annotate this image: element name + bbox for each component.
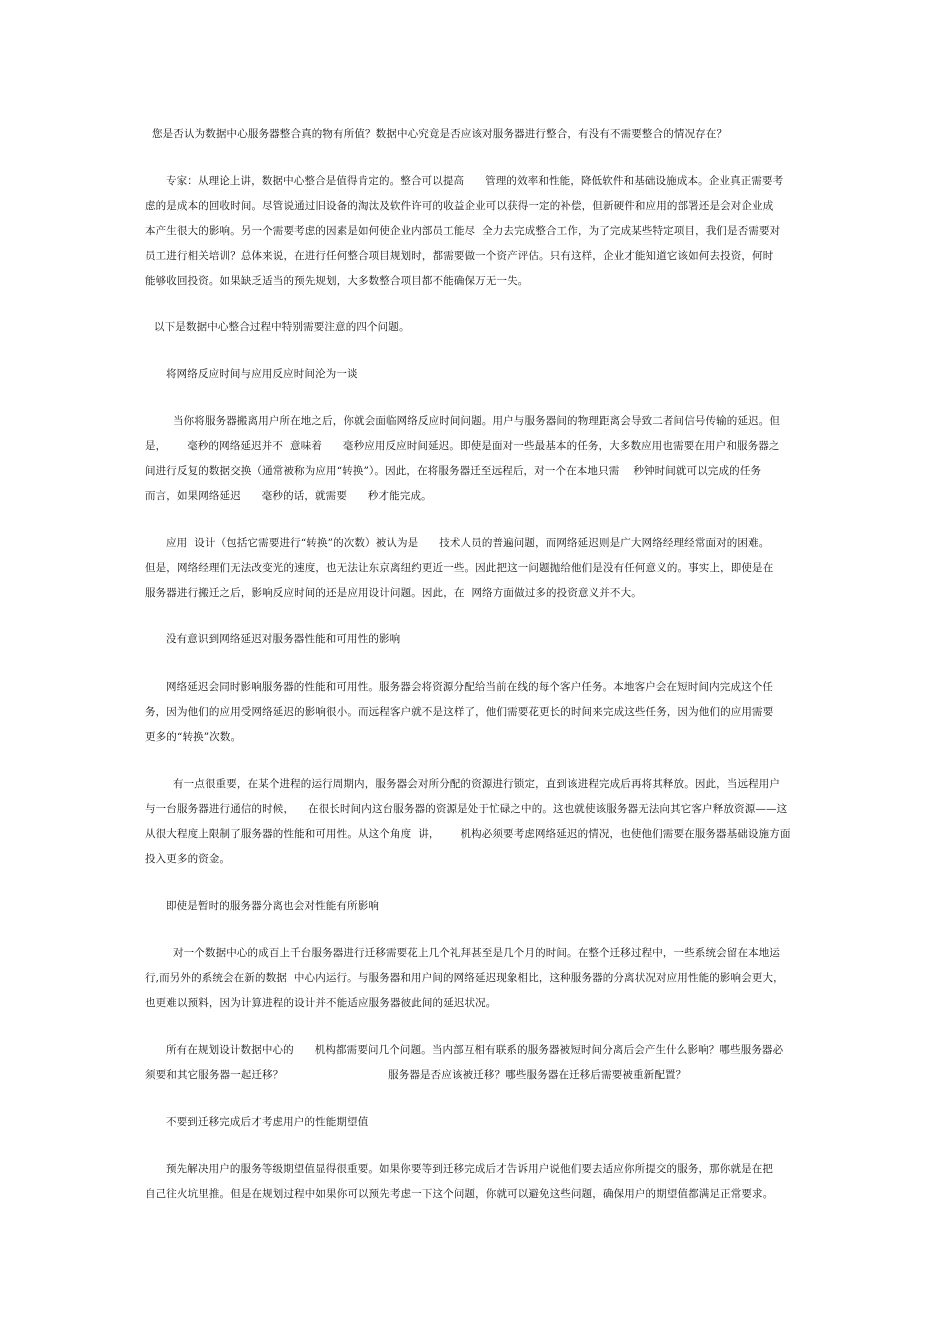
paragraph-2-line-1: 应用 设计（包括它需要进行“转换”的次数）被认为是 技术人员的普遍问题，而网络延迟则是广大网络经理经常面对的困难。 (166, 537, 770, 549)
paragraph-6-line-1: 所有在规划设计数据中心的 机构都需要问几个问题。当内部互相有联系的服务器被短时间分离后会产生什么影响？哪些服务器必 (166, 1044, 784, 1056)
expert-line-4: 员工进行相关培训？总体来说，在进行任何整合项目规划时，都需要做一个资产评估。只有这样，企业才能知道它该如何去投资，何时 (145, 250, 774, 262)
paragraph-7-line-2: 自己往火坑里推。但是在规划过程中如果你可以预先考虑一下这个问题，你就可以避免这些问题，确保用户的期望值都满足正常要求。 (145, 1188, 774, 1200)
paragraph-3-line-3: 更多的“转换”次数。 (145, 731, 242, 743)
intro-line: 以下是数据中心整合过程中特别需要注意的四个问题。 (154, 321, 410, 333)
paragraph-5-line-2: 行,而另外的系统会在新的数据 中心内运行。与服务器和用户间的网络延迟现象相比，这种服务器的分离状况对应用性能的影响会更大， (145, 972, 784, 984)
paragraph-3-line-2: 务，因为他们的应用受网络延迟的影响很小。而远程客户就不是这样了，他们需要花更长的时间来完成这些任务，因为他们的应用需要 (145, 706, 774, 718)
paragraph-5-line-1: 对一个数据中心的成百上千台服务器进行迁移需要花上几个礼拜甚至是几个月的时间。在整个迁移过程中，一些系统会留在本地运 (173, 947, 781, 959)
paragraph-4-line-1: 有一点很重要，在某个进程的运行周期内，服务器会对所分配的资源进行锁定，直到该进程完成后再将其释放。因此，当远程用户 (173, 778, 781, 790)
section-heading-4: 不要到迁移完成后才考虑用户的性能期望值 (166, 1116, 369, 1128)
expert-line-3: 本产生很大的影响。另一个需要考虑的因素是如何使企业内部员工能尽 全力去完成整合工作，为了完成某些特定项目，我们是否需要对 (145, 225, 781, 237)
paragraph-1-line-1: 当你将服务器搬离用户所在地之后，你就会面临网络反应时间问题。用户与服务器间的物理距离会导致二者间信号传输的延迟。但 (173, 415, 781, 427)
question-line: 您是否认为数据中心服务器整合真的物有所值？数据中心究竟是否应该对服务器进行整合，有没有不需要整合的情况存在？ (152, 128, 728, 140)
paragraph-1-line-4: 而言，如果网络延迟 毫秒的话，就需要 秒才能完成。 (145, 490, 432, 502)
paragraph-2-line-3: 服务器进行搬迁之后，影响反应时间的还是应用设计问题。因此，在 网络方面做过多的投资意义并不大。 (145, 587, 642, 599)
paragraph-4-line-4: 投入更多的资金。 (145, 853, 231, 865)
section-heading-3: 即使是暂时的服务器分离也会对性能有所影响 (166, 900, 379, 912)
paragraph-1-line-2: 是， 毫秒的网络延迟并不 意味着 毫秒应用反应时间延迟。即使是面对一些最基本的任务，大多数应用也需要在用户和服务器之 (145, 440, 780, 452)
paragraph-6-line-2: 须要和其它服务器一起迁移？ 服务器是否应该被迁移？哪些服务器在迁移后需要被重新配置？ (145, 1069, 687, 1081)
paragraph-7-line-1: 预先解决用户的服务等级期望值显得很重要。如果你要等到迁移完成后才告诉用户说他们要去适应你所提交的服务，那你就是在把 (166, 1163, 774, 1175)
expert-line-1: 专家：从理论上讲，数据中心整合是值得肯定的。整合可以提高 管理的效率和性能，降低软件和基础设施成本。企业真正需要考 (166, 175, 784, 187)
paragraph-5-line-3: 也更难以预料，因为计算进程的设计并不能适应服务器彼此间的延迟状况。 (145, 997, 497, 1009)
expert-line-5: 能够收回投资。如果缺乏适当的预先规划，大多数整合项目都不能确保万无一失。 (145, 275, 529, 287)
section-heading-2: 没有意识到网络延迟对服务器性能和可用性的影响 (166, 633, 401, 645)
section-heading-1: 将网络反应时间与应用反应时间沦为一谈 (166, 368, 358, 380)
paragraph-4-line-3: 从很大程度上限制了服务器的性能和可用性。从这个角度 讲， 机构必须要考虑网络延迟的情况，也使他们需要在服务器基础设施方面 (145, 828, 791, 840)
paragraph-4-line-2: 与一台服务器进行通信的时候， 在很长时间内这台服务器的资源是处于忙碌之中的。这也就使该服务器无法向其它客户释放资源——这 (145, 803, 788, 815)
expert-line-2: 虑的是成本的回收时间。尽管说通过旧设备的淘汰及软件许可的收益企业可以获得一定的补偿，但新硬件和应用的部署还是会对企业成 (145, 200, 774, 212)
paragraph-3-line-1: 网络延迟会同时影响服务器的性能和可用性。服务器会将资源分配给当前在线的每个客户任务。本地客户会在短时间内完成这个任 (166, 681, 774, 693)
paragraph-1-line-3: 间进行反复的数据交换（通常被称为应用“转换”）。因此，在将服务器迁至远程后，对一个在本地只需 秒钟时间就可以完成的任务 (145, 465, 762, 477)
paragraph-2-line-2: 但是，网络经理们无法改变光的速度，也无法让东京离纽约更近一些。因此把这一问题抛给他们是没有任何意义的。事实上，即使是在 (145, 562, 774, 574)
